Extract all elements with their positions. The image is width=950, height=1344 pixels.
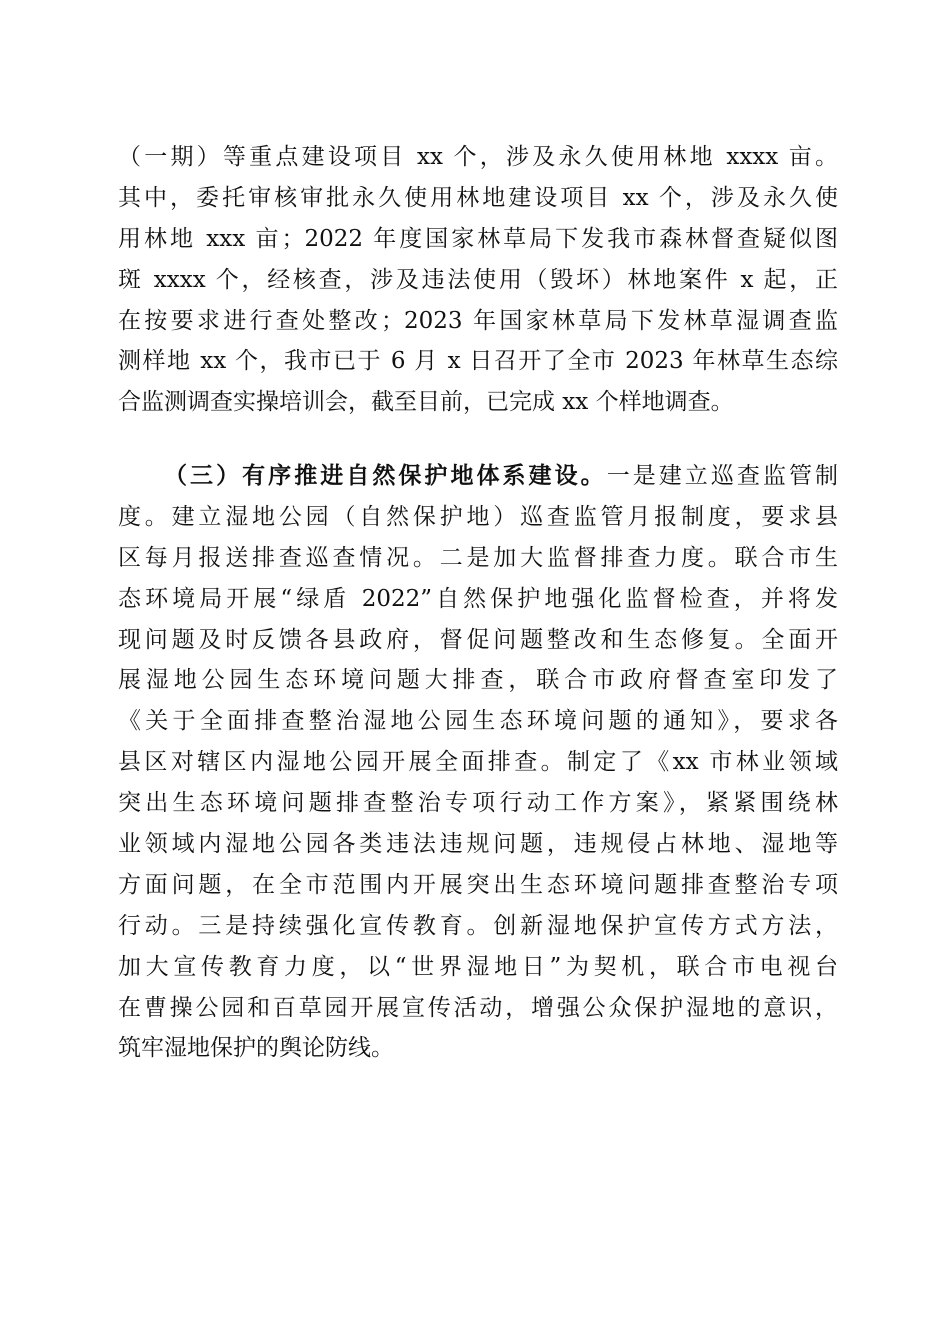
paragraph-line: 区每月报送排查巡查情况。二是加大监督排查力度。联合市生 bbox=[118, 544, 838, 571]
paragraph-line: 合监测调查实操培训会，截至目前，已完成 xx 个样地调查。 bbox=[118, 389, 734, 416]
paragraph-line: 其中，委托审核审批永久使用林地建设项目 xx 个，涉及永久使 bbox=[118, 184, 838, 211]
paragraph-line: 态环境局开展“绿盾 2022”自然保护地强化监督检查，并将发 bbox=[118, 585, 838, 612]
paragraph-line: 在按要求进行查处整改；2023 年国家林草局下发林草湿调查监 bbox=[118, 307, 838, 334]
paragraph-line: 现问题及时反馈各县政府，督促问题整改和生态修复。全面开 bbox=[118, 626, 838, 653]
paragraph-line: 业领域内湿地公园各类违法违规问题，违规侵占林地、湿地等 bbox=[118, 831, 838, 858]
section-heading: （三）有序推进自然保护地体系建设。 bbox=[164, 462, 607, 489]
paragraph-line: 方面问题，在全市范围内开展突出生态环境问题排查整治专项 bbox=[118, 871, 838, 898]
paragraph-line: 用林地 xxx 亩；2022 年度国家林草局下发我市森林督查疑似图 bbox=[118, 225, 838, 252]
paragraph-line: 县区对辖区内湿地公园开展全面排查。制定了《xx 市林业领域 bbox=[118, 749, 838, 776]
paragraph-line: 度。建立湿地公园（自然保护地）巡查监管月报制度，要求县 bbox=[118, 503, 838, 530]
paragraph-line: 《关于全面排查整治湿地公园生态环境问题的通知》，要求各 bbox=[118, 708, 838, 735]
paragraph-line: 测样地 xx 个，我市已于 6 月 x 日召开了全市 2023 年林草生态综 bbox=[118, 348, 838, 375]
paragraph-line: 筑牢湿地保护的舆论防线。 bbox=[118, 1035, 394, 1062]
paragraph-line: 突出生态环境问题排查整治专项行动工作方案》，紧紧围绕林 bbox=[118, 790, 838, 817]
paragraph-line: 加大宣传教育力度，以“世界湿地日”为契机，联合市电视台 bbox=[118, 953, 838, 980]
paragraph-line: 行动。三是持续强化宣传教育。创新湿地保护宣传方式方法， bbox=[118, 912, 838, 939]
paragraph-nature-reserve bbox=[118, 456, 838, 1069]
paragraph-line: 斑 xxxx 个，经核查，涉及违法使用（毁坏）林地案件 x 起，正 bbox=[118, 266, 838, 293]
paragraph-line: （一期）等重点建设项目 xx 个，涉及永久使用林地 xxxx 亩。 bbox=[118, 144, 838, 170]
paragraph-line-rest: 一是建立巡查监管制 bbox=[606, 463, 838, 489]
paragraph-line: 在曹操公园和百草园开展宣传活动，增强公众保护湿地的意识， bbox=[118, 994, 838, 1021]
paragraph-land-use bbox=[118, 137, 838, 423]
paragraph-line: 展湿地公园生态环境问题大排查，联合市政府督查室印发了 bbox=[118, 667, 838, 694]
paragraph-first-line bbox=[118, 456, 838, 497]
